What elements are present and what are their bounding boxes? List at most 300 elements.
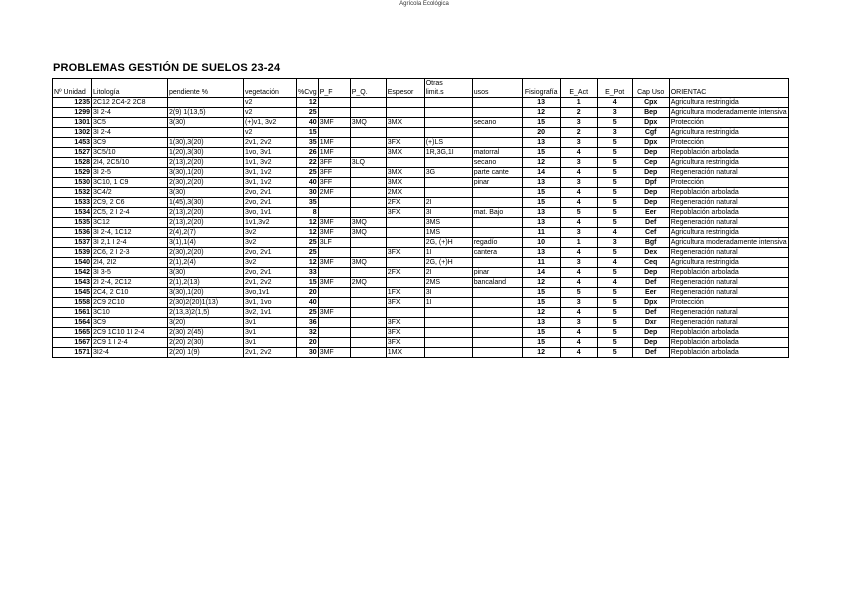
table-cell: [424, 118, 472, 128]
table-row: [53, 288, 789, 298]
table-cell: mat. Bajo: [472, 208, 522, 218]
table-cell: 2vo, 2v1: [244, 198, 297, 208]
table-cell: Dep: [632, 268, 669, 278]
orientation-text: Protección: [670, 119, 704, 126]
table-cell: 1535: [53, 218, 92, 228]
table-cell: 5: [597, 298, 632, 308]
col-header: Cap Uso: [632, 88, 669, 98]
orientation-text: Agricultura restringida: [670, 99, 739, 106]
table-cell: [669, 298, 788, 308]
col-header: E_Act: [560, 88, 597, 98]
table-cell: 3C5: [92, 118, 168, 128]
table-cell: [472, 308, 522, 318]
table-cell: 1527: [53, 148, 92, 158]
table-cell: 1561: [53, 308, 92, 318]
table-cell: 33: [297, 268, 319, 278]
table-row: [53, 268, 789, 278]
table-cell: 2(4),2(7): [168, 228, 244, 238]
table-cell: 1301: [53, 118, 92, 128]
table-cell: 1R,3G,1I: [424, 148, 472, 158]
table-cell: [350, 178, 386, 188]
col-header: Espesor: [386, 88, 424, 98]
table-cell: [669, 188, 788, 198]
table-cell: [318, 128, 350, 138]
table-cell: 10: [522, 238, 560, 248]
table-cell: [669, 268, 788, 278]
table-cell: secano: [472, 118, 522, 128]
table-cell: 2MX: [386, 188, 424, 198]
table-cell: 2(30),2(20): [168, 178, 244, 188]
table-cell: parte cante: [472, 168, 522, 178]
table-cell: 3FX: [386, 138, 424, 148]
table-cell: 3: [560, 228, 597, 238]
table-cell: 1536: [53, 228, 92, 238]
table-cell: 3v2: [244, 238, 297, 248]
table-cell: 3(30): [168, 188, 244, 198]
table-cell: 15: [522, 288, 560, 298]
table-row: [53, 108, 789, 118]
table-cell: [350, 168, 386, 178]
table-cell: 1532: [53, 188, 92, 198]
table-cell: 2FX: [386, 268, 424, 278]
orientation-text: Regeneración natural: [670, 289, 738, 296]
orientation-text: Agricultura restringida: [670, 159, 739, 166]
table-cell: 1v1,3v2: [244, 218, 297, 228]
table-cell: [669, 308, 788, 318]
table-cell: Dex: [632, 248, 669, 258]
table-cell: Dep: [632, 338, 669, 348]
table-cell: 5: [597, 158, 632, 168]
table-cell: 25: [297, 168, 319, 178]
table-cell: 4: [597, 278, 632, 288]
table-cell: [472, 228, 522, 238]
table-row: [53, 318, 789, 328]
col-header: %Cvg: [298, 89, 317, 96]
table-cell: 4: [560, 348, 597, 358]
table-cell: 3LQ: [350, 158, 386, 168]
table-cell: 13: [522, 138, 560, 148]
table-cell: 2(13),2(20): [168, 208, 244, 218]
table-cell: [350, 128, 386, 138]
table-cell: v2: [244, 98, 297, 108]
table-cell: 2I: [424, 198, 472, 208]
table-cell: 1565: [53, 328, 92, 338]
table-cell: 3v1, 1v2: [244, 178, 297, 188]
table-cell: 3v1, 1vo: [244, 298, 297, 308]
table-cell: bancaland: [472, 278, 522, 288]
table-cell: 12: [297, 228, 319, 238]
table-cell: 2C9, 2 C6: [92, 198, 168, 208]
table-cell: 15: [522, 328, 560, 338]
table-cell: 3MF: [318, 278, 350, 288]
orientation-text: Regeneración natural: [670, 319, 738, 326]
table-cell: 2I4, 2C5/10: [92, 158, 168, 168]
table-cell: 2vo, 2v1: [244, 188, 297, 198]
table-cell: 3FX: [386, 298, 424, 308]
table-cell: 3: [597, 128, 632, 138]
table-cell: 2C5, 2 I 2-4: [92, 208, 168, 218]
table-cell: 2MF: [318, 188, 350, 198]
table-cell: [386, 98, 424, 108]
table-cell: 5: [597, 218, 632, 228]
table-cell: [386, 308, 424, 318]
table-cell: 4: [597, 228, 632, 238]
table-cell: 5: [597, 308, 632, 318]
table-cell: Cef: [632, 228, 669, 238]
table-cell: 2(20) 2(30): [168, 338, 244, 348]
table-cell: Def: [632, 278, 669, 288]
table-cell: [669, 208, 788, 218]
orientation-text: Protección: [670, 139, 704, 146]
table-cell: 3MQ: [350, 118, 386, 128]
table-cell: 13: [522, 178, 560, 188]
table-cell: Dpx: [632, 118, 669, 128]
table-cell: 3MF: [318, 118, 350, 128]
table-cell: [350, 338, 386, 348]
table-row: [53, 308, 789, 318]
col-header-otras-top: Otras: [424, 79, 472, 89]
table-cell: [318, 298, 350, 308]
table-cell: 3v2: [244, 228, 297, 238]
table-cell: Bgf: [632, 238, 669, 248]
table-cell: 2MQ: [350, 278, 386, 288]
table-cell: 15: [522, 338, 560, 348]
table-cell: 1(45),3(30): [168, 198, 244, 208]
table-cell: [669, 168, 788, 178]
table-cell: [350, 198, 386, 208]
table-cell: 11: [522, 258, 560, 268]
table-cell: 3MF: [318, 228, 350, 238]
table-cell: 15: [522, 118, 560, 128]
table-cell: 15: [297, 128, 319, 138]
table-cell: [669, 218, 788, 228]
table-cell: 4: [560, 268, 597, 278]
table-cell: Dep: [632, 188, 669, 198]
table-cell: 5: [560, 208, 597, 218]
table-cell: v2: [244, 108, 297, 118]
table-cell: 12: [297, 98, 319, 108]
table-cell: [669, 228, 788, 238]
table-cell: 3FX: [386, 338, 424, 348]
table-row: [53, 248, 789, 258]
table-cell: 2v1, 2v2: [244, 278, 297, 288]
table-cell: [669, 248, 788, 258]
orientation-text: Protección: [670, 299, 704, 306]
table-cell: 32: [297, 328, 319, 338]
table-cell: [669, 278, 788, 288]
table-cell: 1I: [424, 298, 472, 308]
table-cell: 14: [522, 168, 560, 178]
orientation-text: Agricultura restringida: [670, 259, 739, 266]
table-cell: 4: [597, 98, 632, 108]
table-cell: 3v1, 1v2: [244, 168, 297, 178]
table-cell: 40: [297, 298, 319, 308]
table-cell: 13: [522, 208, 560, 218]
table-row: [53, 188, 789, 198]
table-cell: 3C4/2: [92, 188, 168, 198]
table-cell: 3I 3-5: [92, 268, 168, 278]
table-cell: 3I 2-4: [92, 128, 168, 138]
orientation-text: Repoblación arbolada: [670, 349, 739, 356]
table-row: [53, 208, 789, 218]
table-cell: 3MX: [386, 178, 424, 188]
table-cell: 1529: [53, 168, 92, 178]
table-cell: [472, 218, 522, 228]
table-cell: 4: [560, 248, 597, 258]
table-cell: 1MS: [424, 228, 472, 238]
table-cell: regadío: [472, 238, 522, 248]
table-cell: 25: [297, 308, 319, 318]
table-cell: 3(30),1(20): [168, 168, 244, 178]
table-cell: 3vo, 1v1: [244, 208, 297, 218]
table-row: [53, 158, 789, 168]
table-cell: 5: [597, 348, 632, 358]
table-cell: [472, 318, 522, 328]
table-cell: 3: [597, 108, 632, 118]
table-cell: Dxr: [632, 318, 669, 328]
table-cell: Dpf: [632, 178, 669, 188]
table-cell: [318, 288, 350, 298]
table-cell: 1: [560, 238, 597, 248]
table-row: [53, 148, 789, 158]
table-cell: [318, 328, 350, 338]
table-cell: 1537: [53, 238, 92, 248]
table-cell: 1I: [424, 248, 472, 258]
table-cell: [424, 128, 472, 138]
table-cell: 26: [297, 148, 319, 158]
table-cell: 3MQ: [350, 218, 386, 228]
orientation-text: Repoblación arbolada: [670, 329, 739, 336]
table-cell: [472, 188, 522, 198]
table-cell: 35: [297, 138, 319, 148]
table-cell: [318, 98, 350, 108]
orientation-text: Agricultura restringida: [670, 229, 739, 236]
table-cell: 3FF: [318, 168, 350, 178]
table-cell: 5: [597, 138, 632, 148]
col-header: vegetación: [244, 88, 297, 98]
table-cell: [472, 128, 522, 138]
table-cell: Cep: [632, 158, 669, 168]
table-cell: (+)LS: [424, 138, 472, 148]
table-cell: pinar: [472, 268, 522, 278]
table-cell: [472, 108, 522, 118]
table-cell: [472, 258, 522, 268]
orientation-text: Agricultura moderadamente intensiva: [670, 109, 787, 116]
table-cell: 3v2, 1v1: [244, 308, 297, 318]
col-header: Fisiografía: [522, 88, 560, 98]
table-row: [53, 198, 789, 208]
table-cell: [318, 248, 350, 258]
table-cell: 4: [560, 338, 597, 348]
soil-problems-table: [52, 78, 789, 358]
table-cell: 1FX: [386, 288, 424, 298]
orientation-text: Regeneración natural: [670, 279, 738, 286]
table-cell: [386, 258, 424, 268]
table-cell: 4: [560, 328, 597, 338]
table-row: [53, 298, 789, 308]
table-cell: [318, 268, 350, 278]
table-cell: 12: [522, 348, 560, 358]
table-cell: [669, 128, 788, 138]
table-cell: 2(1),2(4): [168, 258, 244, 268]
table-cell: [472, 288, 522, 298]
table-cell: [318, 208, 350, 218]
table-cell: 22: [297, 158, 319, 168]
orientation-text: Repoblación arbolada: [670, 149, 739, 156]
col-header: E_Pot: [597, 88, 632, 98]
table-cell: 5: [597, 268, 632, 278]
table-cell: 1530: [53, 178, 92, 188]
table-cell: 2I4, 2I2: [92, 258, 168, 268]
table-cell: Dpx: [632, 138, 669, 148]
table-cell: 2(1),2(13): [168, 278, 244, 288]
table-cell: 20: [522, 128, 560, 138]
table-cell: 5: [597, 148, 632, 158]
table-cell: [350, 238, 386, 248]
orientation-text: Repoblación arbolada: [670, 189, 739, 196]
table-cell: Dpx: [632, 298, 669, 308]
table-cell: 3(30),1(20): [168, 288, 244, 298]
table-row: [53, 278, 789, 288]
table-cell: 3C12: [92, 218, 168, 228]
table-cell: 2C12 2C4-2 2C8: [92, 98, 168, 108]
table-cell: 15: [522, 148, 560, 158]
table-cell: 12: [522, 308, 560, 318]
table-cell: 2v1, 2v2: [244, 348, 297, 358]
table-cell: [350, 108, 386, 118]
table-cell: 13: [522, 318, 560, 328]
table-cell: [424, 308, 472, 318]
table-cell: 3MS: [424, 218, 472, 228]
table-cell: 1542: [53, 268, 92, 278]
table-cell: 3I 2-5: [92, 168, 168, 178]
table-cell: 1MF: [318, 148, 350, 158]
table-cell: [472, 138, 522, 148]
table-cell: [669, 138, 788, 148]
table-cell: [669, 238, 788, 248]
table-cell: 25: [297, 248, 319, 258]
table-cell: [669, 98, 788, 108]
table-cell: 13: [522, 98, 560, 108]
table-cell: Ceq: [632, 258, 669, 268]
table-cell: 5: [597, 288, 632, 298]
table-cell: 3FX: [386, 328, 424, 338]
table-cell: Dep: [632, 198, 669, 208]
table-cell: 3: [560, 258, 597, 268]
table-cell: 2(30)2(20)1(13): [168, 298, 244, 308]
table-cell: [350, 208, 386, 218]
table-cell: 3(30): [168, 118, 244, 128]
table-cell: 3MF: [318, 258, 350, 268]
table-cell: 1534: [53, 208, 92, 218]
table-cell: 1539: [53, 248, 92, 258]
table-cell: [669, 338, 788, 348]
table-cell: 2: [560, 108, 597, 118]
table-cell: [318, 318, 350, 328]
table-cell: 12: [522, 108, 560, 118]
table-cell: [318, 338, 350, 348]
table-cell: 40: [297, 178, 319, 188]
table-cell: 3FF: [318, 178, 350, 188]
table-cell: [386, 108, 424, 118]
table-cell: 2(9) 1(13,5): [168, 108, 244, 118]
table-cell: 15: [522, 188, 560, 198]
table-cell: [350, 268, 386, 278]
table-cell: [318, 198, 350, 208]
col-header: ORIENTAC: [669, 88, 788, 98]
col-header: P_Q.: [350, 88, 386, 98]
table-cell: 1(30),3(20): [168, 138, 244, 148]
table-cell: Def: [632, 308, 669, 318]
table-cell: 11: [522, 228, 560, 238]
table-cell: 1302: [53, 128, 92, 138]
table-cell: 5: [597, 168, 632, 178]
table-cell: 3(30): [168, 268, 244, 278]
table-cell: 2C4, 2 C10: [92, 288, 168, 298]
table-cell: 3MX: [386, 148, 424, 158]
table-cell: [168, 128, 244, 138]
table-cell: Def: [632, 218, 669, 228]
col-header: P_F: [318, 88, 350, 98]
table-cell: Dep: [632, 328, 669, 338]
table-cell: 1528: [53, 158, 92, 168]
table-cell: 13: [522, 248, 560, 258]
table-cell: 3C10: [92, 308, 168, 318]
table-cell: 3I: [424, 208, 472, 218]
table-cell: [350, 288, 386, 298]
table-cell: [472, 198, 522, 208]
table-cell: 3: [560, 158, 597, 168]
orientation-text: Repoblación arbolada: [670, 269, 739, 276]
table-cell: [424, 318, 472, 328]
table-cell: [424, 108, 472, 118]
table-cell: secano: [472, 158, 522, 168]
table-cell: 5: [560, 288, 597, 298]
table-cell: 2C9 1 I 2-4: [92, 338, 168, 348]
orientation-text: Protección: [670, 179, 704, 186]
table-row: [53, 338, 789, 348]
table-cell: 3MF: [318, 218, 350, 228]
table-cell: 5: [597, 318, 632, 328]
table-cell: [669, 158, 788, 168]
col-header: usos: [472, 88, 522, 98]
table-cell: 30: [297, 348, 319, 358]
table-cell: 3FX: [386, 248, 424, 258]
table-cell: 4: [560, 308, 597, 318]
table-cell: [424, 188, 472, 198]
table-cell: 5: [597, 178, 632, 188]
table-cell: [424, 328, 472, 338]
col-header: Nº Unidad: [53, 88, 92, 98]
table-cell: 2C9 2C10: [92, 298, 168, 308]
table-cell: 2(13),2(20): [168, 218, 244, 228]
table-cell: [472, 338, 522, 348]
table-cell: 4: [560, 188, 597, 198]
table-cell: [350, 348, 386, 358]
table-cell: 2FX: [386, 198, 424, 208]
table-cell: 4: [597, 258, 632, 268]
table-cell: 5: [597, 198, 632, 208]
table-cell: [669, 258, 788, 268]
table-cell: [350, 98, 386, 108]
table-cell: [386, 128, 424, 138]
table-cell: 2G, (+)H: [424, 238, 472, 248]
table-cell: 4: [560, 168, 597, 178]
table-cell: 1vo, 3v1: [244, 148, 297, 158]
table-cell: 2(30) 2(45): [168, 328, 244, 338]
table-cell: [350, 138, 386, 148]
table-cell: 1235: [53, 98, 92, 108]
